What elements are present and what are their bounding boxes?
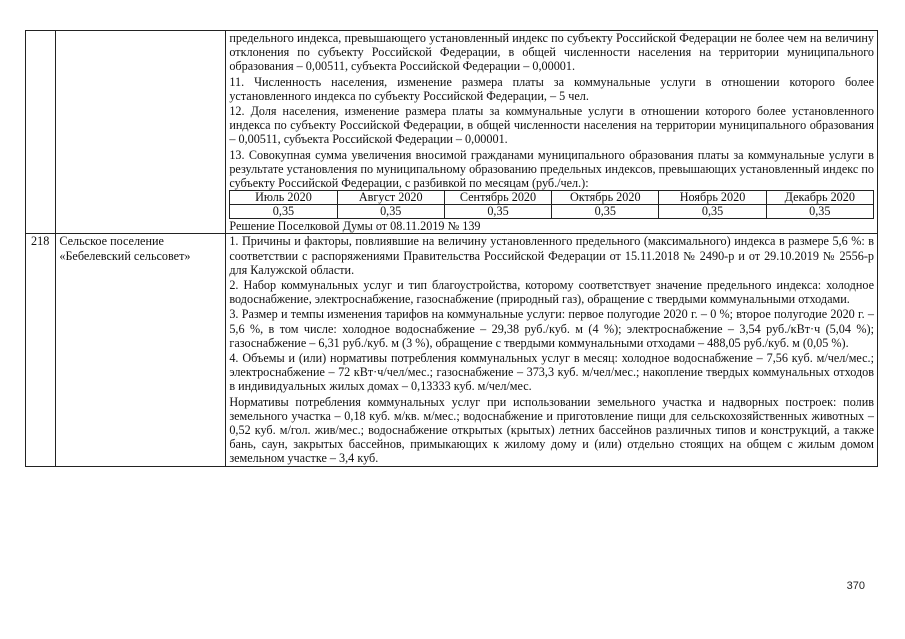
- row-number: 218: [26, 234, 56, 466]
- monthly-sum-table: [229, 190, 874, 219]
- paragraph: 4. Объемы и (или) нормативы потребления коммунальных услуг в месяц: холодное водоснабжение – 7,56 куб. м/чел/мес.; электроснабжение – 72 кВт·ч/чел/мес.; газоснабжение – 373,3 куб. м/чел/мес.; накопление твердых коммунальных отходов в индивидуальных жилых домах – 0,13333 куб. м/чел/мес.: [229, 351, 874, 394]
- month-header-row: [230, 191, 874, 205]
- paragraph: 12. Доля населения, изменение размера платы за коммунальные услуги в отношении которого более установленного индекса по субъекту Российской Федерации, в общей численности населения на территории муниципального образования – 0,00511, субъекта Российской Федерации – 0,00001.: [229, 104, 874, 147]
- paragraph: 13. Совокупная сумма увеличения вносимой гражданами муниципального образования платы за коммунальные услуги в результате установления по муниципальному образованию предельных индексов, превышающих установленный индекс по субъекту Российской Федерации, с разбивкой по месяцам (руб./чел.):: [229, 147, 874, 191]
- row-content-cell: [226, 31, 878, 234]
- decision-reference: Решение Поселковой Думы от 08.11.2019 № 139: [229, 219, 481, 234]
- table-row-previous: [26, 31, 878, 234]
- month-header: Август 2020: [337, 191, 444, 205]
- document-table: [25, 30, 878, 467]
- month-header: Июль 2020: [230, 191, 337, 205]
- month-value: 0,35: [552, 205, 659, 219]
- month-value: 0,35: [766, 205, 873, 219]
- paragraph: Нормативы потребления коммунальных услуг при использовании земельного участка и надворных построек: полив земельного участка – 0,18 куб. м/кв. м/мес.; водоснабжение и приготовление пищи для сельскохозяйственных животных – 0,52 куб. м/гол. жив/мес.; водоснабжение открытых (крытых) летних бассейнов различных типов и конструкций, а также бань, саун, закрытых бассейнов, примыкающих к жилому дому и (или) отдельно стоящих на общем с жилым домом земельном участке – 3,4 куб.: [229, 394, 874, 466]
- month-header: Сентябрь 2020: [444, 191, 551, 205]
- paragraph: 3. Размер и темпы изменения тарифов на коммунальные услуги: первое полугодие 2020 г. – 0 %; второе полугодие 2020 г. – 5,6 %, в том числе: холодное водоснабжение – 29,38 руб./куб. м (4 %); электроснабжение – 3,54 руб./кВт·ч (5,04 %); газоснабжение – 6,31 руб./куб. м (3 %), обращение с твердыми коммунальными отходами – 488,05 руб./куб. м (0,05 %).: [229, 307, 874, 350]
- row-number-cell: [26, 31, 56, 234]
- paragraph: 11. Численность населения, изменение размера платы за коммунальные услуги в отношении которого более установленного индекса по субъекту Российской Федерации, – 5 чел.: [229, 74, 874, 103]
- month-value: 0,35: [230, 205, 337, 219]
- paragraph: 1. Причины и факторы, повлиявшие на величину установленного предельного (максимального) индекса в размере 5,6 %: в соответствии с распоряжениями Правительства Российской Федерации от 15.11.2018 № 2490-р и от 29.10.2019 № 2556-р для Калужской области.: [229, 234, 874, 277]
- municipality-name-cell: [56, 234, 226, 466]
- month-header: Декабрь 2020: [766, 191, 873, 205]
- table-row-218: [26, 234, 878, 466]
- month-value: 0,35: [659, 205, 766, 219]
- month-header: Ноябрь 2020: [659, 191, 766, 205]
- paragraph: предельного индекса, превышающего установленный индекс по субъекту Российской Федерации не более чем на величину отклонения по субъекту Российской Федерации, в общей численности населения на территории муниципального образования – 0,00511, субъекта Российской Федерации – 0,00001.: [229, 31, 874, 74]
- month-header: Октябрь 2020: [552, 191, 659, 205]
- month-value-row: [230, 205, 874, 219]
- municipality-name-line: «Бебелевский сельсовет»: [59, 248, 191, 263]
- paragraph: 2. Набор коммунальных услуг и тип благоустройства, которому соответствует значение предельного индекса: холодное водоснабжение, электроснабжение, газоснабжение (природный газ), обращение с твердыми коммунальными отходами.: [229, 278, 874, 307]
- row-name-cell: [56, 31, 226, 234]
- month-value: 0,35: [337, 205, 444, 219]
- municipality-name-line: Сельское поселение: [59, 234, 164, 249]
- row-content-cell: [226, 234, 878, 466]
- page-number: 370: [846, 580, 865, 592]
- month-value: 0,35: [444, 205, 551, 219]
